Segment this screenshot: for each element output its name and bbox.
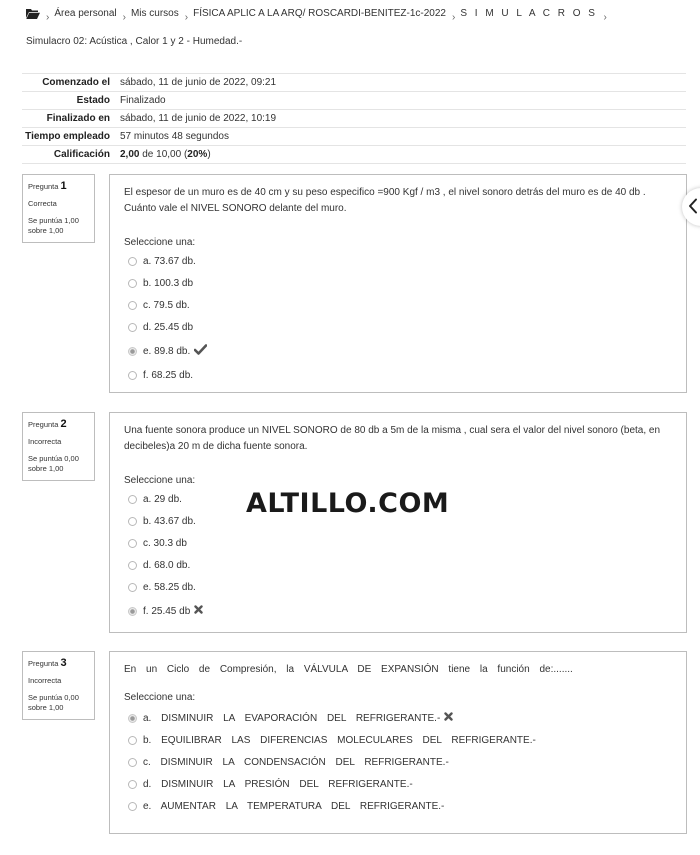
radio-button[interactable] (128, 323, 137, 332)
breadcrumb-separator: › (451, 12, 456, 23)
question-number: 3 (60, 657, 67, 669)
radio-button[interactable] (128, 802, 137, 811)
answer-option[interactable] (124, 532, 672, 554)
question-number-line (28, 656, 89, 670)
question-state: Correcta (28, 199, 57, 209)
page-title: Simulacro 02: Acústica , Calor 1 y 2 - Humedad.- (26, 36, 243, 47)
radio-button[interactable] (128, 583, 137, 592)
radio-button-checked[interactable] (128, 607, 137, 616)
summary-label: Finalizado en (46, 113, 110, 124)
question-number-line (28, 179, 89, 193)
question-grade: Se puntúa 0,00 sobre 1,00 (28, 693, 79, 712)
answer-label: d. DISMINUIR LA PRESIÓN DEL REFRIGERANTE.- (143, 778, 413, 790)
answer-label: b. 43.67 db. (143, 515, 196, 527)
check-icon (194, 344, 207, 358)
breadcrumb-separator: › (122, 12, 126, 23)
summary-value: sábado, 11 de junio de 2022, 09:21 (120, 77, 277, 88)
answer-option[interactable] (124, 751, 672, 773)
question-label: Pregunta (28, 420, 59, 429)
grade-percent: 20% (187, 149, 208, 160)
breadcrumb-area-personal[interactable]: Área personal (54, 8, 117, 19)
answer-label: b. EQUILIBRAR LAS DIFERENCIAS MOLECULARES DEL REFRIGERANTE.- (143, 734, 536, 746)
answer-option[interactable] (124, 250, 672, 272)
question-label: Pregunta (28, 659, 59, 668)
summary-row-state (22, 92, 686, 110)
cross-icon (194, 605, 203, 617)
answer-option[interactable] (124, 316, 672, 338)
answer-option[interactable] (124, 364, 672, 386)
answer-option[interactable] (124, 294, 672, 316)
answer-label: a. 73.67 db. (143, 255, 196, 267)
cross-icon (444, 712, 453, 724)
answer-list (124, 707, 672, 817)
question-info-1 (22, 174, 95, 243)
grade-score: 2,00 (120, 149, 140, 160)
answer-option-selected[interactable] (124, 338, 672, 364)
question-info-3 (22, 651, 95, 720)
grade-close: ) (207, 149, 211, 160)
radio-button[interactable] (128, 301, 137, 310)
answer-label: e. 58.25 db. (143, 581, 196, 593)
answer-list (124, 250, 672, 386)
question-content-2 (109, 412, 687, 633)
answer-label: d. 68.0 db. (143, 559, 191, 571)
answer-option[interactable] (124, 773, 672, 795)
question-number: 2 (60, 418, 67, 430)
answer-label: f. 68.25 db. (143, 369, 194, 381)
answer-label: a. 29 db. (143, 493, 182, 505)
radio-button-checked[interactable] (128, 347, 137, 356)
answer-option[interactable] (124, 795, 672, 817)
chevron-left-icon (688, 198, 698, 217)
question-grade: Se puntúa 1,00 sobre 1,00 (28, 216, 79, 235)
summary-row-time (22, 128, 686, 146)
radio-button[interactable] (128, 758, 137, 767)
summary-row-finished (22, 110, 686, 128)
answer-label: c. 79.5 db. (143, 299, 190, 311)
radio-button[interactable] (128, 371, 137, 380)
question-text: Una fuente sonora produce un NIVEL SONORO de 80 db a 5m de la misma , cual sera el valor del nivel sonoro (beta, en decibeles)a 20 m de dicha fuente sonora. (124, 425, 661, 452)
question-state: Incorrecta (28, 676, 62, 686)
question-text: En un Ciclo de Compresión, la VÁLVULA DE EXPANSIÓN tiene la función de:....... (124, 664, 573, 675)
radio-button[interactable] (128, 736, 137, 745)
question-number-line (28, 417, 89, 431)
question-label: Pregunta (28, 182, 59, 191)
summary-value: sábado, 11 de junio de 2022, 10:19 (120, 113, 277, 124)
attempt-summary-table (22, 73, 686, 164)
question-number: 1 (60, 180, 67, 192)
answer-label: e. 89.8 db. (143, 345, 191, 357)
radio-button[interactable] (128, 539, 137, 548)
answer-label: a. DISMINUIR LA EVAPORACIÓN DEL REFRIGERANTE.- (143, 712, 441, 724)
radio-button[interactable] (128, 495, 137, 504)
summary-value (120, 146, 686, 164)
answer-option-selected[interactable] (124, 707, 672, 729)
answer-label: d. 25.45 db (143, 321, 194, 333)
grade-of: de 10,00 ( (142, 149, 188, 160)
answer-option-selected[interactable] (124, 598, 672, 624)
summary-label: Comenzado el (42, 77, 110, 88)
answer-label: c. 30.3 db (143, 537, 187, 549)
breadcrumb (26, 8, 612, 23)
summary-label: Tiempo empleado (25, 131, 110, 142)
breadcrumb-mis-cursos[interactable]: Mis cursos (130, 8, 179, 19)
radio-button[interactable] (128, 257, 137, 266)
summary-row-started (22, 74, 686, 92)
breadcrumb-separator: › (603, 12, 607, 23)
radio-button-checked[interactable] (128, 714, 137, 723)
radio-button[interactable] (128, 561, 137, 570)
answer-prompt: Seleccione una: (124, 475, 196, 486)
question-content-3 (109, 651, 687, 834)
radio-button[interactable] (128, 780, 137, 789)
answer-prompt: Seleccione una: (124, 692, 196, 703)
question-state: Incorrecta (28, 437, 62, 447)
question-info-2 (22, 412, 95, 481)
breadcrumb-simulacros[interactable]: S I M U L A C R O S (460, 8, 598, 19)
question-text: El espesor de un muro es de 40 cm y su peso especifico =900 Kgf / m3 , el nivel sonoro detrás del muro es de 40 db . Cuánto vale el NIVEL SONORO delante del muro. (124, 187, 646, 214)
answer-prompt: Seleccione una: (124, 237, 196, 248)
answer-label: b. 100.3 db (143, 277, 194, 289)
folder-open-icon[interactable] (26, 8, 40, 19)
question-content-1 (109, 174, 687, 393)
answer-label: f. 25.45 db (143, 605, 191, 617)
answer-option[interactable] (124, 576, 672, 598)
question-grade: Se puntúa 0,00 sobre 1,00 (28, 454, 79, 473)
answer-option[interactable] (124, 554, 672, 576)
answer-label: e. AUMENTAR LA TEMPERATURA DEL REFRIGERANTE.- (143, 800, 445, 812)
summary-label: Estado (76, 95, 110, 106)
answer-option[interactable] (124, 729, 672, 751)
summary-row-grade (22, 146, 686, 164)
radio-button[interactable] (128, 517, 137, 526)
breadcrumb-course[interactable]: FÍSICA APLIC A LA ARQ/ ROSCARDI-BENITEZ-1c-2022 (193, 8, 446, 19)
radio-button[interactable] (128, 279, 137, 288)
answer-label: c. DISMINUIR LA CONDENSACIÓN DEL REFRIGERANTE.- (143, 756, 449, 768)
summary-value: 57 minutos 48 segundos (120, 131, 229, 142)
summary-value: Finalizado (120, 95, 166, 106)
watermark: ALTILLO.COM (246, 488, 450, 519)
breadcrumb-separator: › (184, 12, 189, 23)
summary-label: Calificación (53, 149, 110, 160)
answer-option[interactable] (124, 272, 672, 294)
breadcrumb-separator: › (46, 12, 50, 23)
